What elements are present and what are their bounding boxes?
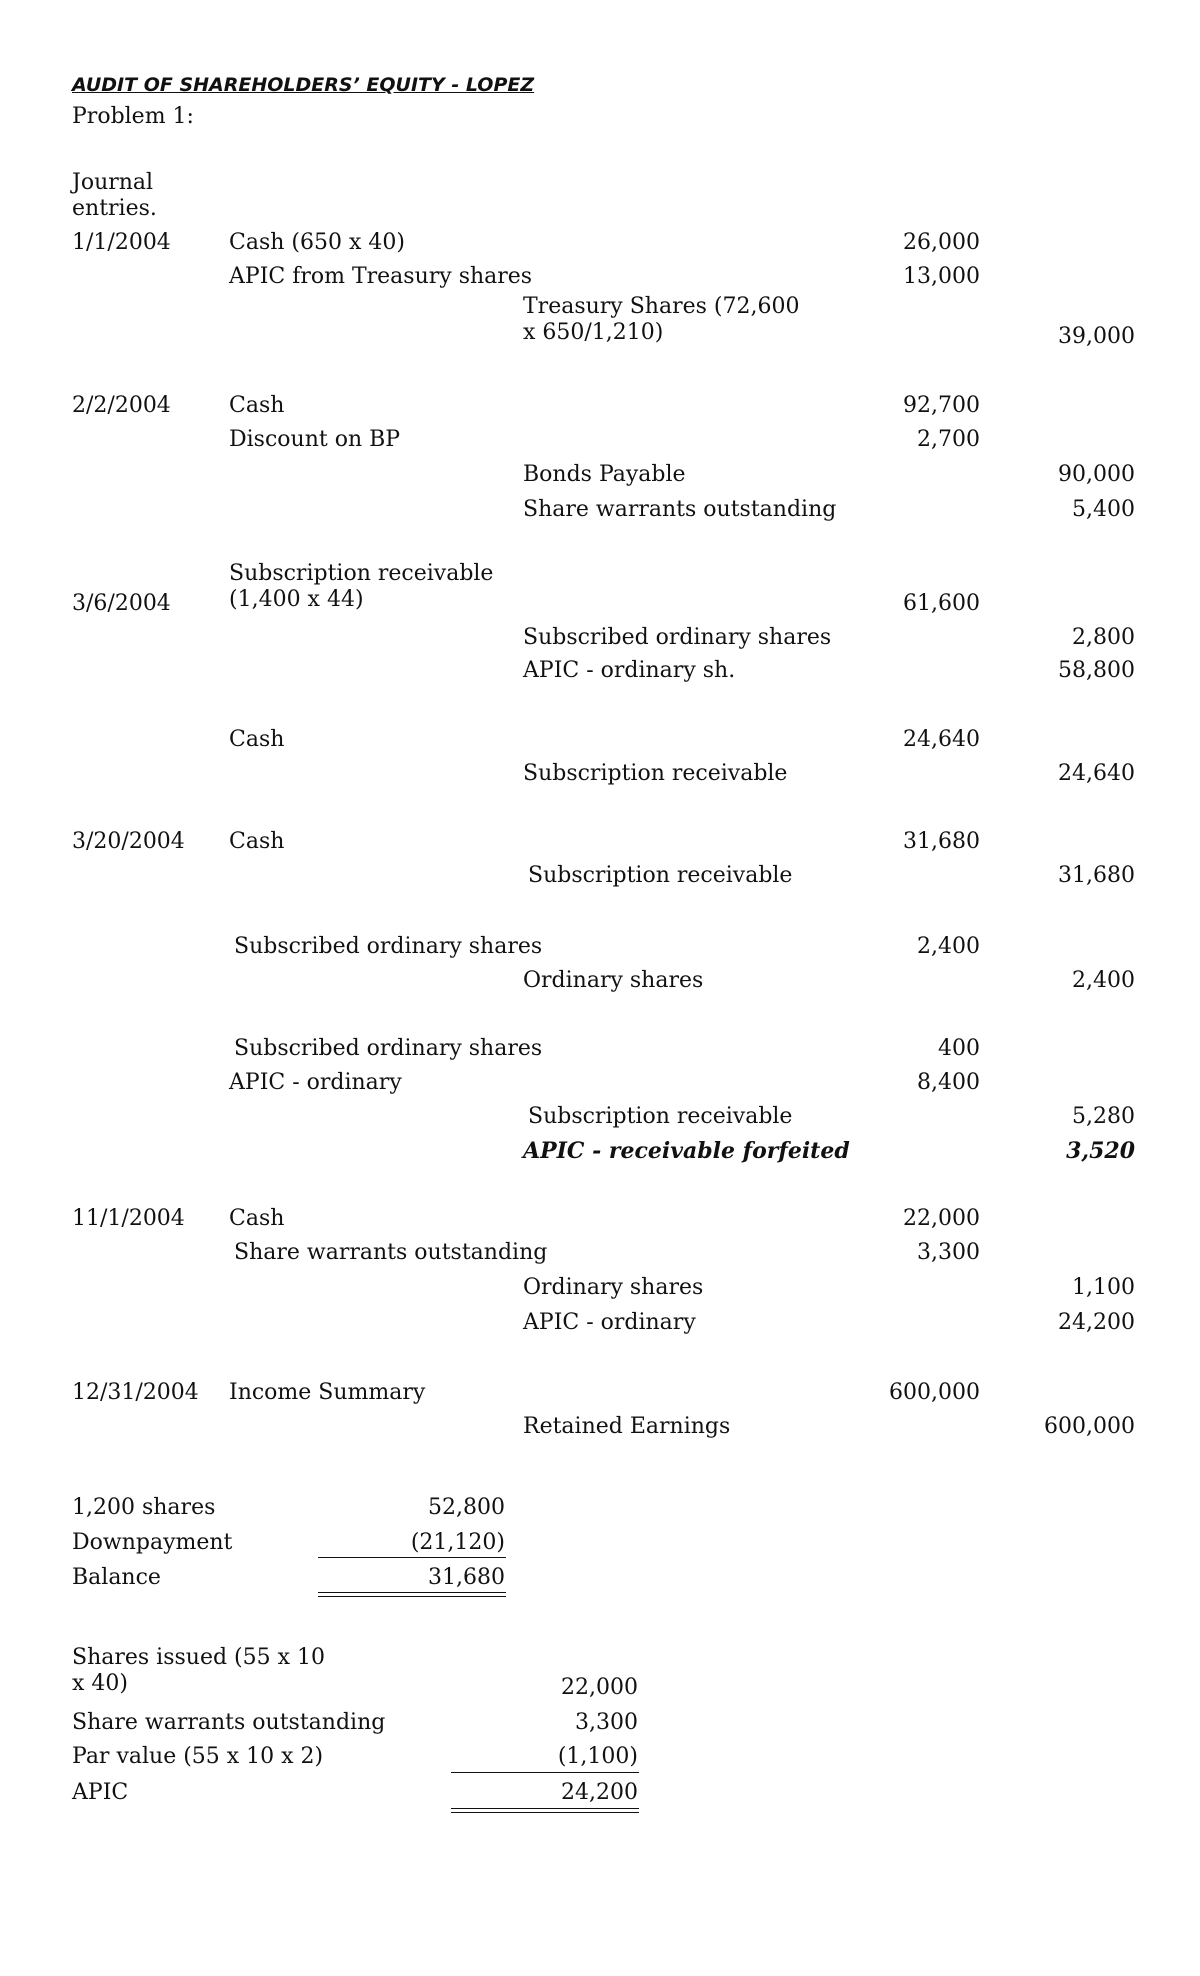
debit-amount: 400 xyxy=(938,1036,980,1061)
debit-amount: 3,300 xyxy=(917,1240,980,1265)
calc-label: Downpayment xyxy=(72,1530,233,1555)
total-double-rule xyxy=(451,1808,639,1813)
debit-amount: 26,000 xyxy=(903,230,980,255)
debit-account: APIC - ordinary xyxy=(229,1070,402,1095)
entry-date: 2/2/2004 xyxy=(72,393,171,418)
credit-amount: 2,800 xyxy=(1072,625,1135,650)
calc-label: Share warrants outstanding xyxy=(72,1710,386,1735)
credit-amount: 5,280 xyxy=(1072,1104,1135,1129)
credit-account: APIC - ordinary xyxy=(523,1310,696,1335)
calc-value: 24,200 xyxy=(561,1780,638,1805)
debit-account: Cash xyxy=(229,829,285,854)
debit-amount: 24,640 xyxy=(903,727,980,752)
subtotal-rule xyxy=(318,1557,506,1558)
debit-amount: 2,400 xyxy=(917,934,980,959)
debit-account: Subscribed ordinary shares xyxy=(234,934,543,959)
problem-label: Problem 1: xyxy=(72,104,194,129)
document-title: AUDIT OF SHAREHOLDERS’ EQUITY - LOPEZ xyxy=(72,74,535,96)
credit-amount: 2,400 xyxy=(1072,968,1135,993)
credit-amount: 3,520 xyxy=(1066,1138,1135,1164)
credit-account: Ordinary shares xyxy=(523,1275,704,1300)
debit-amount: 22,000 xyxy=(903,1206,980,1231)
debit-amount: 92,700 xyxy=(903,393,980,418)
calc-value: 22,000 xyxy=(561,1675,638,1700)
credit-account: APIC - receivable forfeited xyxy=(523,1138,850,1164)
total-double-rule xyxy=(318,1592,506,1597)
debit-amount: 13,000 xyxy=(903,264,980,289)
calc-label: Shares issued (55 x 10 x 40) xyxy=(72,1645,326,1696)
credit-account: Subscription receivable xyxy=(528,863,793,888)
debit-amount: 2,700 xyxy=(917,427,980,452)
credit-amount: 31,680 xyxy=(1058,863,1135,888)
debit-account: Cash xyxy=(229,727,285,752)
credit-amount: 58,800 xyxy=(1058,658,1135,683)
calc-label: APIC xyxy=(72,1780,129,1805)
calc-value: (21,120) xyxy=(410,1530,505,1555)
credit-account: APIC - ordinary sh. xyxy=(523,658,736,683)
debit-account: Discount on BP xyxy=(229,427,401,452)
credit-amount: 90,000 xyxy=(1058,462,1135,487)
debit-account: Subscribed ordinary shares xyxy=(234,1036,543,1061)
calc-label: Balance xyxy=(72,1565,161,1590)
entry-date: 3/20/2004 xyxy=(72,829,185,854)
debit-account: Cash xyxy=(229,393,285,418)
debit-account: Cash (650 x 40) xyxy=(229,230,405,255)
calc-label: Par value (55 x 10 x 2) xyxy=(72,1744,324,1769)
debit-account: Income Summary xyxy=(229,1380,426,1405)
credit-account: Share warrants outstanding xyxy=(523,497,837,522)
calc-value: (1,100) xyxy=(557,1744,638,1769)
credit-account: Retained Earnings xyxy=(523,1414,731,1439)
credit-amount: 39,000 xyxy=(1058,324,1135,349)
calc-value: 31,680 xyxy=(428,1565,505,1590)
calc-label: 1,200 shares xyxy=(72,1495,216,1520)
credit-amount: 24,200 xyxy=(1058,1310,1135,1335)
credit-account: Treasury Shares (72,600 x 650/1,210) xyxy=(523,294,800,345)
entry-date: 3/6/2004 xyxy=(72,591,171,616)
credit-account: Ordinary shares xyxy=(523,968,704,993)
entry-date: 11/1/2004 xyxy=(72,1206,185,1231)
journal-label: Journal entries. xyxy=(72,170,157,221)
debit-account: Cash xyxy=(229,1206,285,1231)
debit-amount: 600,000 xyxy=(889,1380,980,1405)
calc-value: 3,300 xyxy=(575,1710,638,1735)
credit-account: Subscribed ordinary shares xyxy=(523,625,832,650)
credit-account: Subscription receivable xyxy=(523,761,788,786)
debit-amount: 61,600 xyxy=(903,591,980,616)
debit-amount: 31,680 xyxy=(903,829,980,854)
credit-amount: 24,640 xyxy=(1058,761,1135,786)
entry-date: 12/31/2004 xyxy=(72,1380,199,1405)
debit-account: Share warrants outstanding xyxy=(234,1240,548,1265)
subtotal-rule xyxy=(451,1772,639,1773)
credit-amount: 1,100 xyxy=(1072,1275,1135,1300)
calc-value: 52,800 xyxy=(428,1495,505,1520)
credit-account: Bonds Payable xyxy=(523,462,686,487)
credit-account: Subscription receivable xyxy=(528,1104,793,1129)
debit-account: Subscription receivable (1,400 x 44) xyxy=(229,561,494,612)
debit-account: APIC from Treasury shares xyxy=(229,264,533,289)
debit-amount: 8,400 xyxy=(917,1070,980,1095)
credit-amount: 600,000 xyxy=(1044,1414,1135,1439)
entry-date: 1/1/2004 xyxy=(72,230,171,255)
credit-amount: 5,400 xyxy=(1072,497,1135,522)
